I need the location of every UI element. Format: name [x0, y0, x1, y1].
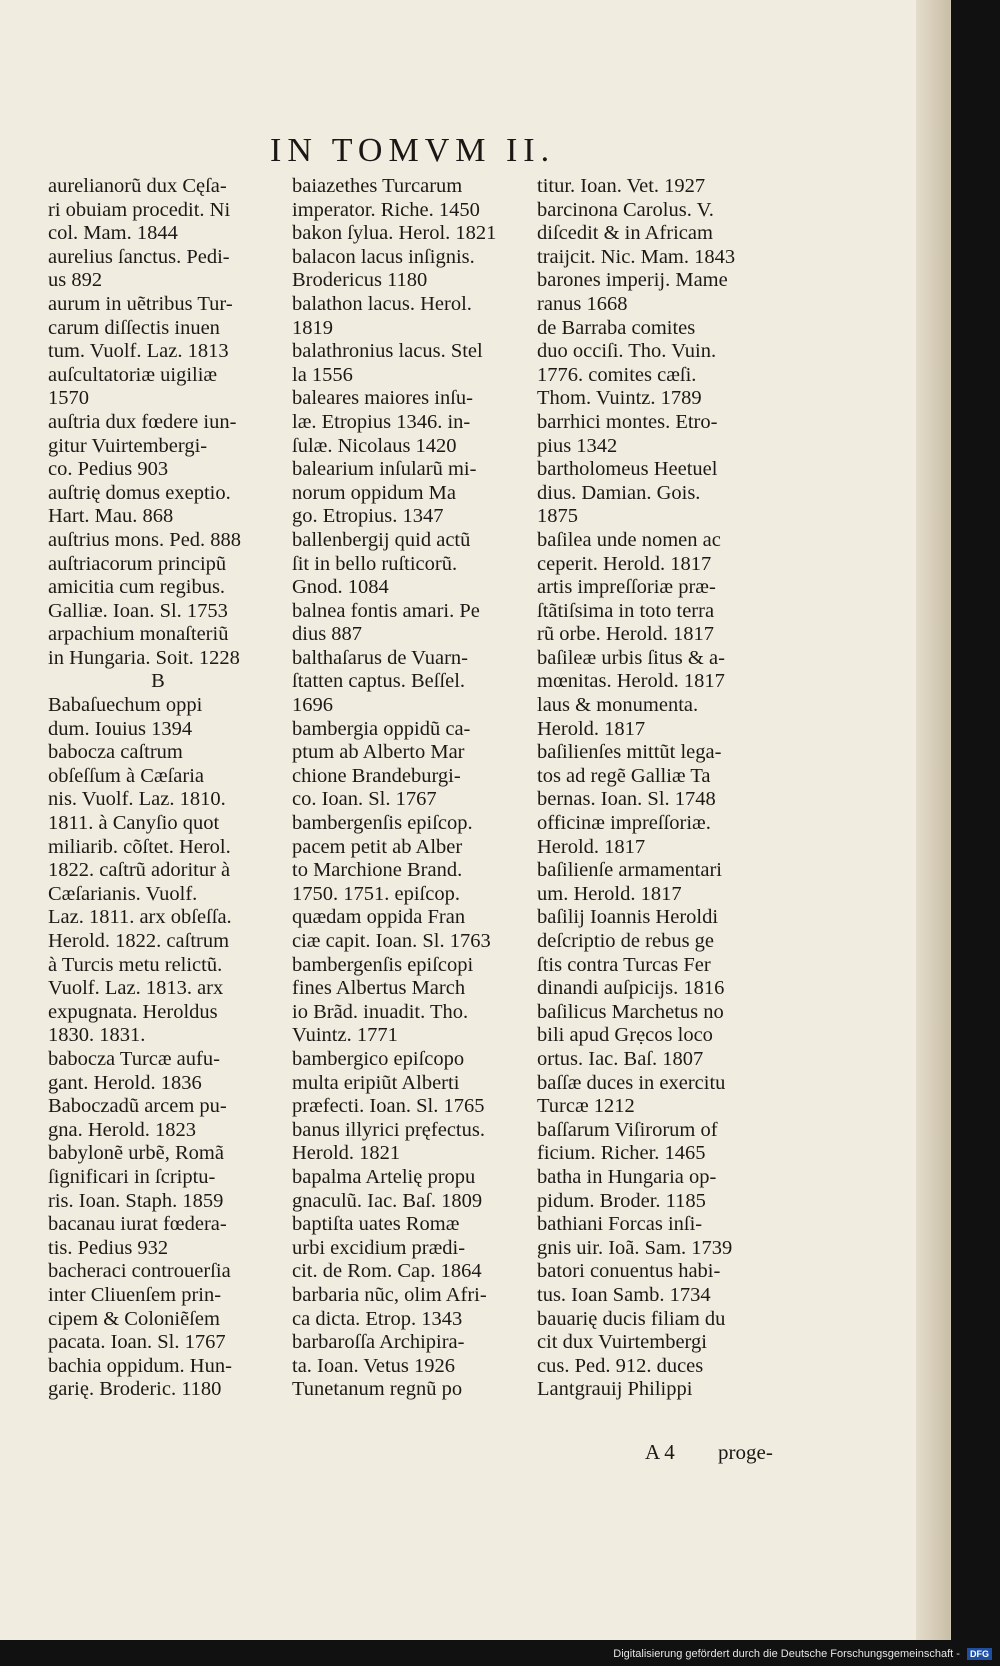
index-entry-line: pius 1342: [537, 434, 618, 457]
index-entry-line: tos ad regẽ Galliæ Ta: [537, 764, 711, 787]
index-entry-line: ptum ab Alberto Mar: [292, 741, 465, 764]
index-entry-line: præfecti. Ioan. Sl. 1765: [292, 1095, 485, 1118]
index-entry-line: officinæ impreſſoriæ.: [537, 812, 711, 835]
signature-mark: A 4: [645, 1440, 675, 1464]
index-entry-line: duo occiſi. Tho. Vuin.: [537, 340, 717, 363]
index-entry-line: aurelianorũ dux Cęſa-: [48, 175, 227, 197]
index-entry-line: barones imperij. Mame: [537, 269, 728, 292]
index-entry-line: norum oppidum Ma: [292, 481, 456, 504]
index-entry-line: bacanau iurat fœdera-: [48, 1213, 227, 1236]
index-entry-line: multa eripiũt Alberti: [292, 1071, 460, 1094]
index-entry-line: io Brãd. inuadit. Tho.: [292, 1000, 469, 1023]
index-entry-line: rũ orbe. Herold. 1817: [537, 623, 715, 646]
index-entry-line: Turcæ 1212: [537, 1095, 635, 1118]
index-entry-line: bernas. Ioan. Sl. 1748: [537, 788, 716, 811]
index-entry-line: Galliæ. Ioan. Sl. 1753: [48, 599, 228, 622]
index-entry-line: auſcultatoriæ uigiliæ: [48, 363, 218, 386]
index-entry-line: ta. Ioan. Vetus 1926: [292, 1354, 456, 1377]
index-entry-line: nis. Vuolf. Laz. 1810.: [48, 788, 226, 811]
index-entry-line: bauarię ducis filiam du: [537, 1307, 726, 1330]
index-entry-line: bambergia oppidũ ca-: [292, 717, 471, 740]
index-entry-line: barbaria nũc, olim Afri-: [292, 1283, 487, 1306]
index-entry-line: Babaſuechum oppi: [48, 694, 203, 717]
index-entry-line: obſeſſum à Cæſaria: [48, 764, 204, 787]
index-entry-line: baſilienſe armamentari: [537, 859, 722, 882]
index-entry-line: bambergenſis epiſcopi: [292, 953, 474, 976]
index-column-2: [292, 175, 512, 1402]
index-entry-line: barbaroſſa Archipira-: [292, 1331, 465, 1354]
index-entry-line: balthaſarus de Vuarn-: [292, 646, 468, 669]
index-entry-line: dum. Iouius 1394: [48, 717, 193, 740]
index-entry-line: ſulæ. Nicolaus 1420: [292, 434, 457, 457]
index-entry-line: auſtrię domus exeptio.: [48, 481, 231, 504]
letter-heading: B: [151, 670, 165, 693]
index-entry-line: ceperit. Herold. 1817: [537, 552, 712, 575]
credit-text: Digitalisierung gefördert durch die Deutsche Forschungsgemeinschaft -: [613, 1648, 960, 1660]
index-entry-line: co. Ioan. Sl. 1767: [292, 788, 437, 811]
index-entry-line: babocza caſtrum: [48, 741, 183, 764]
index-entry-line: Hart. Mau. 868: [48, 505, 174, 528]
index-entry-line: pacata. Ioan. Sl. 1767: [48, 1331, 226, 1354]
index-entry-line: laus & monumenta.: [537, 694, 699, 717]
index-entry-line: um. Herold. 1817: [537, 882, 682, 905]
index-entry-line: in Hungaria. Soit. 1228: [48, 646, 240, 669]
page-footer: [645, 1440, 811, 1465]
index-entry-line: baptiſta uates Romæ: [292, 1213, 460, 1236]
index-entry-line: Cæſarianis. Vuolf.: [48, 882, 198, 905]
index-entry-line: tus. Ioan Samb. 1734: [537, 1283, 711, 1306]
index-entry-line: barrhici montes. Etro-: [537, 410, 718, 433]
index-entry-line: barcinona Carolus. V.: [537, 198, 714, 221]
index-entry-line: baſilea unde nomen ac: [537, 528, 721, 551]
index-entry-line: baleares maiores inſu-: [292, 387, 474, 410]
page-title: IN TOMVM II.: [270, 132, 556, 169]
index-entry-line: go. Etropius. 1347: [292, 505, 444, 528]
index-entry-line: ſit in bello ruſticorũ.: [292, 552, 458, 575]
index-entry-line: bakon ſylua. Herol. 1821: [292, 222, 497, 245]
index-entry-line: baſilicus Marchetus no: [537, 1000, 724, 1023]
index-entry-line: pidum. Broder. 1185: [537, 1189, 706, 1212]
index-entry-line: de Barraba comites: [537, 316, 696, 339]
index-entry-line: traijcit. Nic. Mam. 1843: [537, 245, 736, 268]
index-entry-line: imperator. Riche. 1450: [292, 198, 480, 221]
index-entry-line: carum diſſectis inuen: [48, 316, 220, 339]
index-entry-line: gitur Vuirtembergi-: [48, 434, 208, 457]
index-entry-line: pacem petit ab Alber: [292, 835, 463, 858]
dfg-logo: DFG: [967, 1648, 992, 1660]
index-entry-line: baiazethes Turcarum: [292, 175, 463, 197]
index-entry-line: Herold. 1822. caſtrum: [48, 930, 230, 952]
index-entry-line: ris. Ioan. Staph. 1859: [48, 1189, 224, 1212]
index-entry-line: ſtis contra Turcas Fer: [537, 953, 711, 976]
index-entry-line: titur. Ioan. Vet. 1927: [537, 175, 706, 197]
index-entry-line: balnea fontis amari. Pe: [292, 599, 480, 622]
index-entry-line: 1830. 1831.: [48, 1024, 146, 1047]
index-entry-line: Thom. Vuintz. 1789: [537, 387, 702, 410]
index-entry-line: à Turcis metu relictũ.: [48, 953, 223, 976]
index-column-1: [48, 175, 268, 1402]
index-entry-line: bacheraci controuerſia: [48, 1260, 231, 1283]
index-entry-line: baſſarum Viſirorum of: [537, 1118, 718, 1141]
index-entry-line: batori conuentus habi-: [537, 1260, 721, 1283]
index-entry-line: auſtria dux fœdere iun-: [48, 410, 237, 433]
index-entry-line: Herold. 1821: [292, 1142, 401, 1165]
index-entry-line: fines Albertus March: [292, 977, 466, 1000]
index-entry-line: cit dux Vuirtembergi: [537, 1331, 707, 1354]
index-entry-line: 1875: [537, 505, 578, 528]
index-column-3: [537, 175, 769, 1402]
index-entry-line: balacon lacus inſignis.: [292, 245, 475, 268]
index-entry-line: balearium inſularũ mi-: [292, 458, 477, 481]
index-entry-line: cit. de Rom. Cap. 1864: [292, 1260, 482, 1283]
index-entry-line: babocza Turcæ aufu-: [48, 1047, 220, 1070]
index-entry-line: Lantgrauij Philippi: [537, 1378, 693, 1401]
index-entry-line: cus. Ped. 912. duces: [537, 1354, 704, 1377]
index-entry-line: 1776. comites cæſi.: [537, 363, 697, 386]
index-entry-line: Tunetanum regnũ po: [292, 1378, 463, 1401]
index-entry-line: tum. Vuolf. Laz. 1813: [48, 340, 229, 363]
index-entry-line: Herold. 1817: [537, 717, 646, 740]
index-entry-line: dinandi auſpicijs. 1816: [537, 977, 725, 1000]
index-entry-line: diſcedit & in Africam: [537, 222, 713, 245]
index-entry-line: col. Mam. 1844: [48, 222, 178, 245]
index-entry-line: la 1556: [292, 363, 353, 386]
index-entry-line: ciæ capit. Ioan. Sl. 1763: [292, 930, 491, 952]
index-entry-line: banus illyrici pręfectus.: [292, 1118, 485, 1141]
index-entry-line: co. Pedius 903: [48, 458, 169, 481]
index-entry-line: balathon lacus. Herol.: [292, 292, 472, 315]
index-entry-line: inter Cliuenſem prin-: [48, 1283, 222, 1306]
index-entry-line: bathiani Forcas inſi-: [537, 1213, 703, 1236]
index-entry-line: ſignificari in ſcriptu-: [48, 1165, 216, 1188]
index-entry-line: Baboczadũ arcem pu-: [48, 1095, 227, 1118]
index-entry-line: læ. Etropius 1346. in-: [292, 410, 471, 433]
index-entry-line: bartholomeus Heetuel: [537, 458, 718, 481]
index-entry-line: cipem & Coloniẽſem: [48, 1307, 220, 1330]
index-entry-line: Laz. 1811. arx obſeſſa.: [48, 906, 232, 929]
index-entry-line: ballenbergij quid actũ: [292, 528, 471, 551]
index-entry-line: 1750. 1751. epiſcop.: [292, 882, 460, 905]
index-entry-line: babylonẽ urbẽ, Romã: [48, 1142, 224, 1165]
index-entry-line: garię. Broderic. 1180: [48, 1378, 222, 1401]
index-entry-line: artis impreſſoriæ præ-: [537, 576, 716, 599]
index-entry-line: amicitia cum regibus.: [48, 576, 226, 599]
index-entry-line: ortus. Iac. Baſ. 1807: [537, 1047, 704, 1070]
digitization-credit: [613, 1648, 992, 1660]
index-entry-line: balathronius lacus. Stel: [292, 340, 483, 363]
index-entry-line: ſtãtiſsima in toto terra: [537, 599, 715, 622]
index-entry-line: us 892: [48, 269, 103, 292]
index-entry-line: ri obuiam procedit. Ni: [48, 198, 231, 221]
index-entry-line: Brodericus 1180: [292, 269, 428, 292]
index-entry-line: 1570: [48, 387, 89, 410]
index-entry-line: ranus 1668: [537, 292, 628, 315]
index-entry-line: bili apud Grẹcos loco: [537, 1024, 713, 1047]
catchword: proge-: [718, 1440, 773, 1464]
index-entry-line: baſilij Ioannis Heroldi: [537, 906, 719, 929]
index-entry-line: gna. Herold. 1823: [48, 1118, 197, 1141]
index-entry-line: Herold. 1817: [537, 835, 646, 858]
index-entry-line: gant. Herold. 1836: [48, 1071, 202, 1094]
index-entry-line: Gnod. 1084: [292, 576, 389, 599]
index-entry-line: auſtriacorum principũ: [48, 552, 227, 575]
index-entry-line: mœnitas. Herold. 1817: [537, 670, 725, 693]
index-entry-line: urbi excidium prædi-: [292, 1236, 466, 1259]
index-entry-line: dius. Damian. Gois.: [537, 481, 701, 504]
index-entry-line: ficium. Richer. 1465: [537, 1142, 706, 1165]
index-entry-line: bapalma Artelię propu: [292, 1165, 476, 1188]
page-gutter: [916, 0, 950, 1640]
index-entry-line: dius 887: [292, 623, 363, 646]
index-entry-line: aurum in uẽtribus Tur-: [48, 292, 233, 315]
index-entry-line: miliarib. cõſtet. Herol.: [48, 835, 231, 858]
index-entry-line: baſſæ duces in exercitu: [537, 1071, 726, 1094]
index-entry-line: Vuintz. 1771: [292, 1024, 398, 1047]
index-entry-line: to Marchione Brand.: [292, 859, 463, 882]
index-entry-line: gnis uir. Ioã. Sam. 1739: [537, 1236, 733, 1259]
index-entry-line: ſtatten captus. Beſſel.: [292, 670, 466, 693]
index-entry-line: bachia oppidum. Hun-: [48, 1354, 232, 1377]
index-entry-line: chione Brandeburgi-: [292, 764, 461, 787]
index-entry-line: ca dicta. Etrop. 1343: [292, 1307, 463, 1330]
index-entry-line: baſilienſes mittũt lega-: [537, 741, 722, 764]
index-entry-line: bambergico epiſcopo: [292, 1047, 465, 1070]
index-entry-line: batha in Hungaria op-: [537, 1165, 717, 1188]
index-entry-line: 1822. caſtrũ adoritur à: [48, 859, 231, 882]
index-entry-line: 1811. à Canyſio quot: [48, 812, 220, 835]
index-entry-line: auſtrius mons. Ped. 888: [48, 528, 242, 551]
index-entry-line: 1819: [292, 316, 333, 339]
index-entry-line: gnaculũ. Iac. Baſ. 1809: [292, 1189, 483, 1212]
index-entry-line: Vuolf. Laz. 1813. arx: [48, 977, 224, 1000]
index-entry-line: deſcriptio de rebus ge: [537, 930, 715, 952]
index-entry-line: 1696: [292, 694, 333, 717]
index-entry-line: arpachium monaſteriũ: [48, 623, 229, 646]
index-entry-line: aurelius ſanctus. Pedi-: [48, 245, 230, 268]
index-entry-line: quædam oppida Fran: [292, 906, 466, 929]
index-entry-line: baſileæ urbis ſitus & a-: [537, 646, 725, 669]
index-entry-line: tis. Pedius 932: [48, 1236, 169, 1259]
index-entry-line: bambergenſis epiſcop.: [292, 812, 473, 835]
index-entry-line: expugnata. Heroldus: [48, 1000, 218, 1023]
